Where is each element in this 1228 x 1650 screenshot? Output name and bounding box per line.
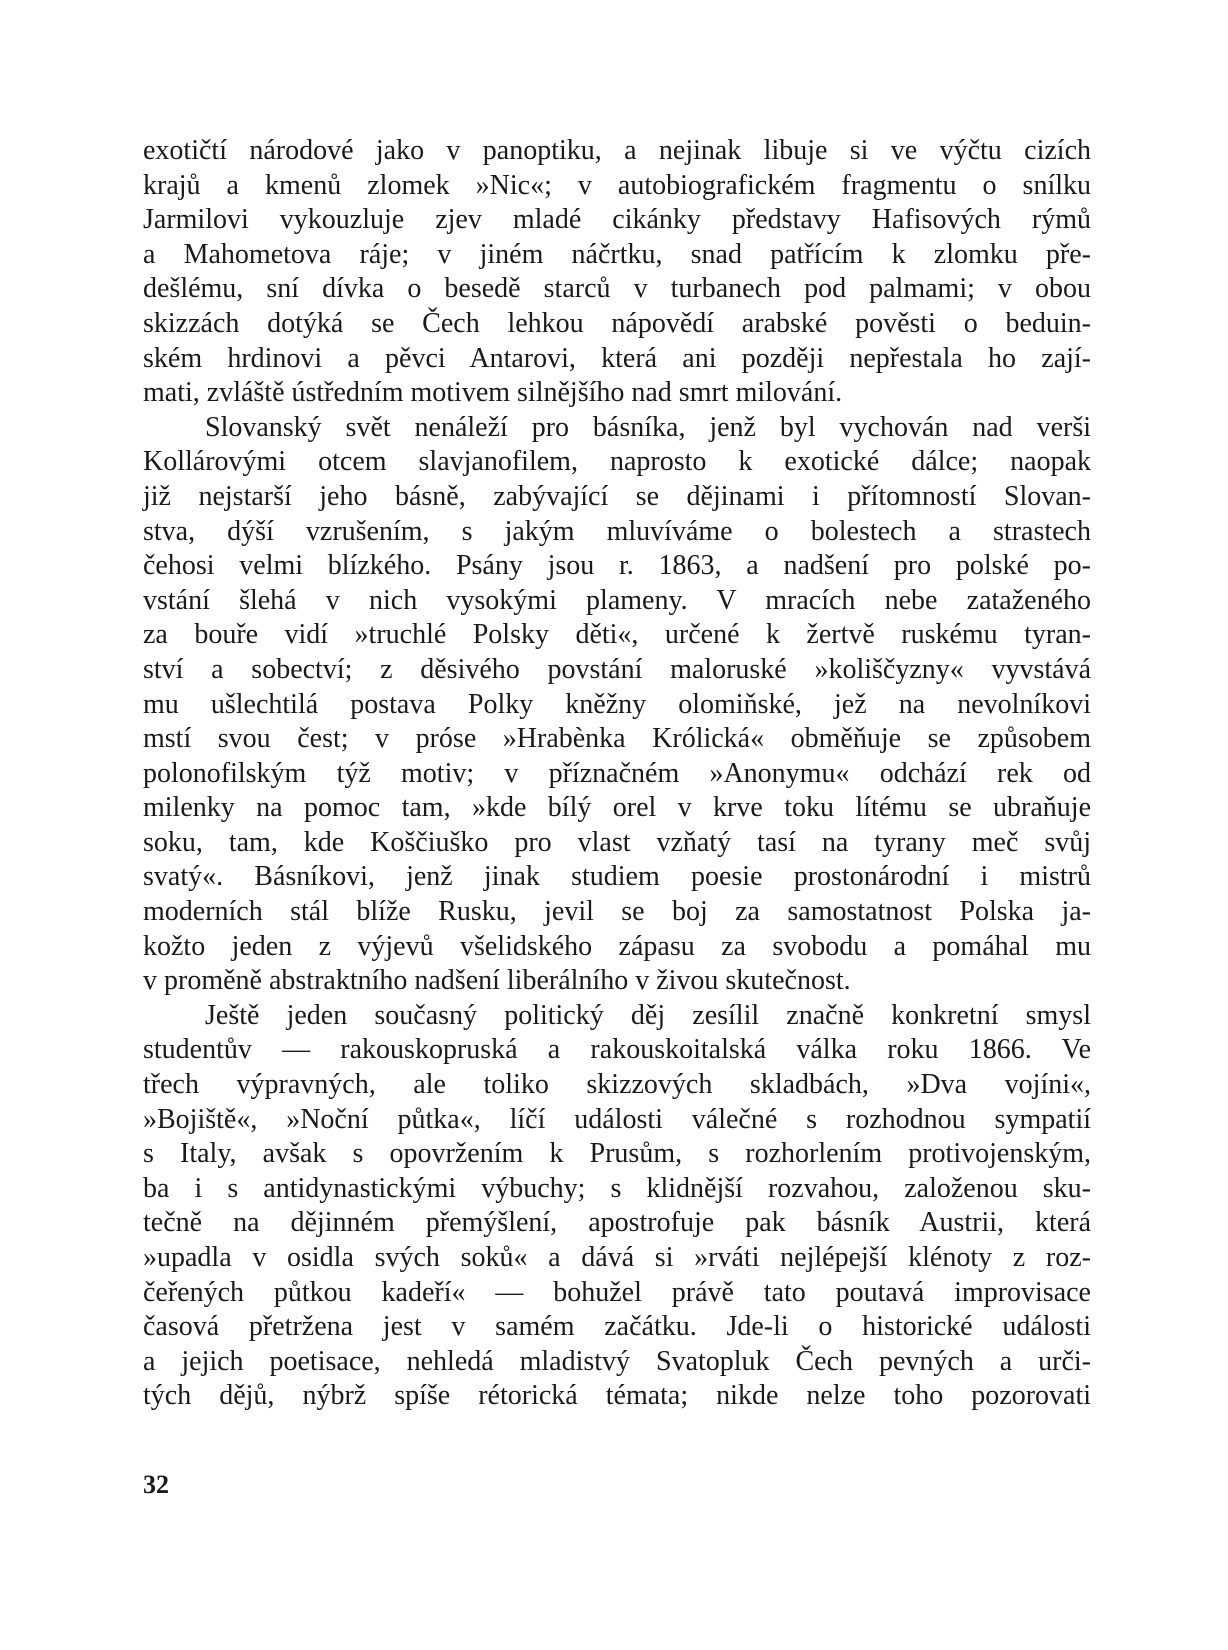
- paragraph: [143, 999, 1091, 1414]
- text-line: dešlému, sní dívka o besedě starců v turbanech pod palmami; v obou: [143, 273, 1091, 305]
- text-line: krajů a kmenů zlomek »Nic«; v autobiografickém fragmentu o snílku: [143, 169, 1091, 201]
- text-line: milenky na pomoc tam, »kde bílý orel v krve toku lítému se ubraňuje: [143, 792, 1091, 824]
- text-line: soku, tam, kde Koščiuško pro vlast vzňatý tasí na tyrany meč svůj: [143, 826, 1091, 858]
- text-line: třech výpravných, ale toliko skizzových skladbách, »Dva vojíni«,: [143, 1069, 1091, 1101]
- text-line: moderních stál blíže Rusku, jevil se boj za samostatnost Polska ja-: [143, 896, 1091, 928]
- text-line: polonofilským týž motiv; v příznačném »Anonymu« odchází rek od: [143, 757, 1091, 789]
- text-line: ském hrdinovi a pěvci Antarovi, která ani později nepřestala ho zají-: [143, 342, 1091, 374]
- text-line: Jarmilovi vykouzluje zjev mladé cikánky představy Hafisových rýmů: [143, 204, 1091, 236]
- page-number: 32: [143, 1470, 169, 1499]
- text-line: čehosi velmi blízkého. Psány jsou r. 1863, a nadšení pro polské po-: [143, 550, 1091, 582]
- text-line: vstání šlehá v nich vysokými plameny. V mracích nebe zataženého: [143, 584, 1091, 616]
- text-line: čeřených půtkou kadeří« — bohužel právě tato poutavá improvisace: [143, 1276, 1091, 1308]
- text-line: ství a sobectví; z děsivého povstání maloruské »koliščyzny« vyvstává: [143, 653, 1091, 685]
- text-line: »Bojiště«, »Noční půtka«, líčí události válečné s rozhodnou sympatií: [143, 1103, 1091, 1135]
- text-line: exotičtí národové jako v panoptiku, a nejinak libuje si ve výčtu cizích: [143, 135, 1091, 166]
- text-line: s Italy, avšak s opovržením k Prusům, s rozhorlením protivojenským,: [143, 1138, 1091, 1170]
- text-line: Kollárovými otcem slavjanofilem, naprosto k exotické dálce; naopak: [143, 446, 1091, 478]
- text-line: v proměně abstraktního nadšení liberálního v živou skutečnost.: [143, 965, 851, 997]
- text-line: a Mahometova ráje; v jiném náčrtku, snad patřícím k zlomku pře-: [143, 238, 1091, 270]
- text-line: časová přetržena jest v samém začátku. Jde-li o historické události: [143, 1311, 1091, 1343]
- text-line: svatý«. Básníkovi, jenž jinak studiem poesie prostonárodní i mistrů: [143, 861, 1091, 893]
- paragraph: [143, 134, 1091, 411]
- text-line: mu ušlechtilá postava Polky kněžny olomiňské, jež na nevolníkovi: [143, 688, 1091, 720]
- text-line: stva, dýší vzrušením, s jakým mluvíváme o bolestech a strastech: [143, 515, 1091, 547]
- text-line: skizzách dotýká se Čech lehkou nápovědí arabské pověsti o beduin-: [143, 307, 1091, 339]
- text-line: tých dějů, nýbrž spíše rétorická témata; nikde nelze toho pozorovati: [143, 1380, 1091, 1412]
- text-line: mstí svou čest; v próse »Hrabènka Królická« obměňuje se způsobem: [143, 723, 1091, 755]
- text-line: mati, zvláště ústředním motivem silnějšího nad smrt milování.: [143, 377, 843, 409]
- text-line: »upadla v osidla svých soků« a dává si »rváti nejlépejší klénoty z roz-: [143, 1242, 1091, 1273]
- text-line: tečně na dějinném přemýšlení, apostrofuje pak básník Austrii, která: [143, 1207, 1091, 1239]
- text-line: za bouře vidí »truchlé Polsky děti«, určené k žertvě ruskému tyran-: [143, 619, 1091, 651]
- text-line: již nejstarší jeho básně, zabývající se dějinami i přítomností Slovan-: [143, 480, 1091, 512]
- text-line: studentův — rakouskopruská a rakouskoitalská válka roku 1866. Ve: [143, 1034, 1091, 1066]
- paragraph: [143, 411, 1091, 999]
- text-line: Ještě jeden současný politický děj zesílil značně konkretní smysl: [205, 999, 1091, 1031]
- body-text: [143, 134, 1091, 1414]
- text-line: ba i s antidynastickými výbuchy; s klidnější rozvahou, založenou sku-: [143, 1172, 1091, 1204]
- text-line: Slovanský svět nenáleží pro básníka, jenž byl vychován nad verši: [205, 411, 1091, 443]
- text-line: kožto jeden z výjevů všelidského zápasu za svobodu a pomáhal mu: [143, 930, 1091, 962]
- text-line: a jejich poetisace, nehledá mladistvý Svatopluk Čech pevných a urči-: [143, 1345, 1091, 1377]
